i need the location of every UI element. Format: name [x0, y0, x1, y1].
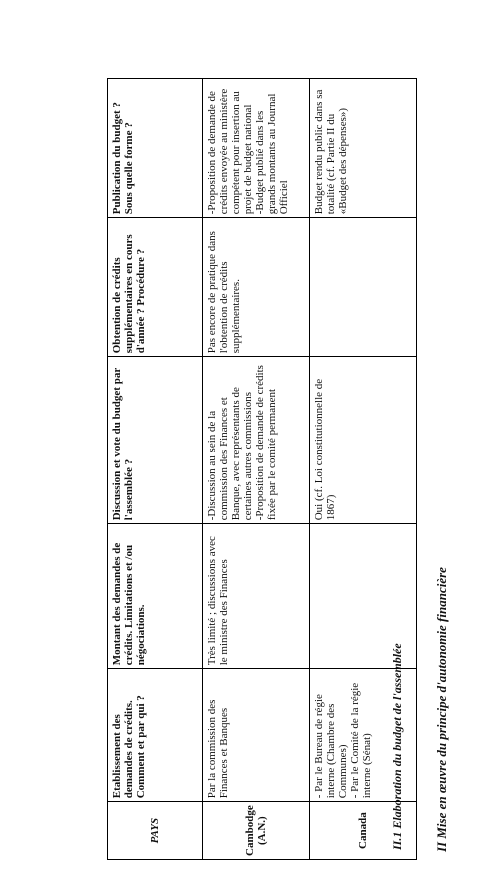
header-obtention: Obtention de crédits supplémentaires en cours d'année ? Procédure ?	[108, 218, 203, 357]
row-obtention	[310, 218, 417, 357]
row-discussion: -Discussion au sein de la commission des Finances et Banque, avec représentants de certaines autres commissions -Proposition de demande de crédits fixée par le comité permanent	[203, 357, 310, 524]
header-publication: Publication du budget ? Sous quelle forme ?	[108, 79, 203, 218]
header-discussion: Discussion et vote du budget par l'assemblée ?	[108, 357, 203, 524]
table-header-row	[108, 79, 203, 860]
row-montant: Très limité ; discussions avec le ministre des Finances	[203, 524, 310, 669]
row-etablissement: Par la commission des Finances et Banques	[203, 669, 310, 802]
header-pays: PAYS	[108, 802, 203, 860]
row-publication: -Proposition de demande de crédits envoyée au ministère compétent pour insertion au projet de budget national -Budget publié dans les grands montants au Journal Officiel	[203, 79, 310, 218]
table-row	[203, 79, 310, 860]
row-montant	[310, 524, 417, 669]
row-discussion: Oui (cf. Loi constitutionnelle de 1867)	[310, 357, 417, 524]
table-row	[310, 79, 417, 860]
header-montant: Montant des demandes de crédits. Limitations et /ou négociations.	[108, 524, 203, 669]
row-obtention: Pas encore de pratique dans l'obtention de crédits supplémentaires.	[203, 218, 310, 357]
row-publication: Budget rendu public dans sa totalité (cf. Partie II du «Budget des dépenses»)	[310, 79, 417, 218]
row-pays: Cambodge (A.N.)	[203, 802, 310, 860]
subsection-heading: II.1 Elaboration du budget de l'assemblée	[390, 643, 404, 850]
row-pays: Canada	[310, 802, 417, 860]
budget-table	[107, 78, 417, 860]
section-heading: II Mise en œuvre du principe d'autonomie financière	[434, 567, 449, 852]
row-etablissement: - Par le Bureau de régie interne (Chambre des Communes) - Par le Comité de la régie interne (Sénat)	[310, 669, 417, 802]
header-etablissement: Etablissement des demandes de crédits. Comment et par qui ?	[108, 669, 203, 802]
